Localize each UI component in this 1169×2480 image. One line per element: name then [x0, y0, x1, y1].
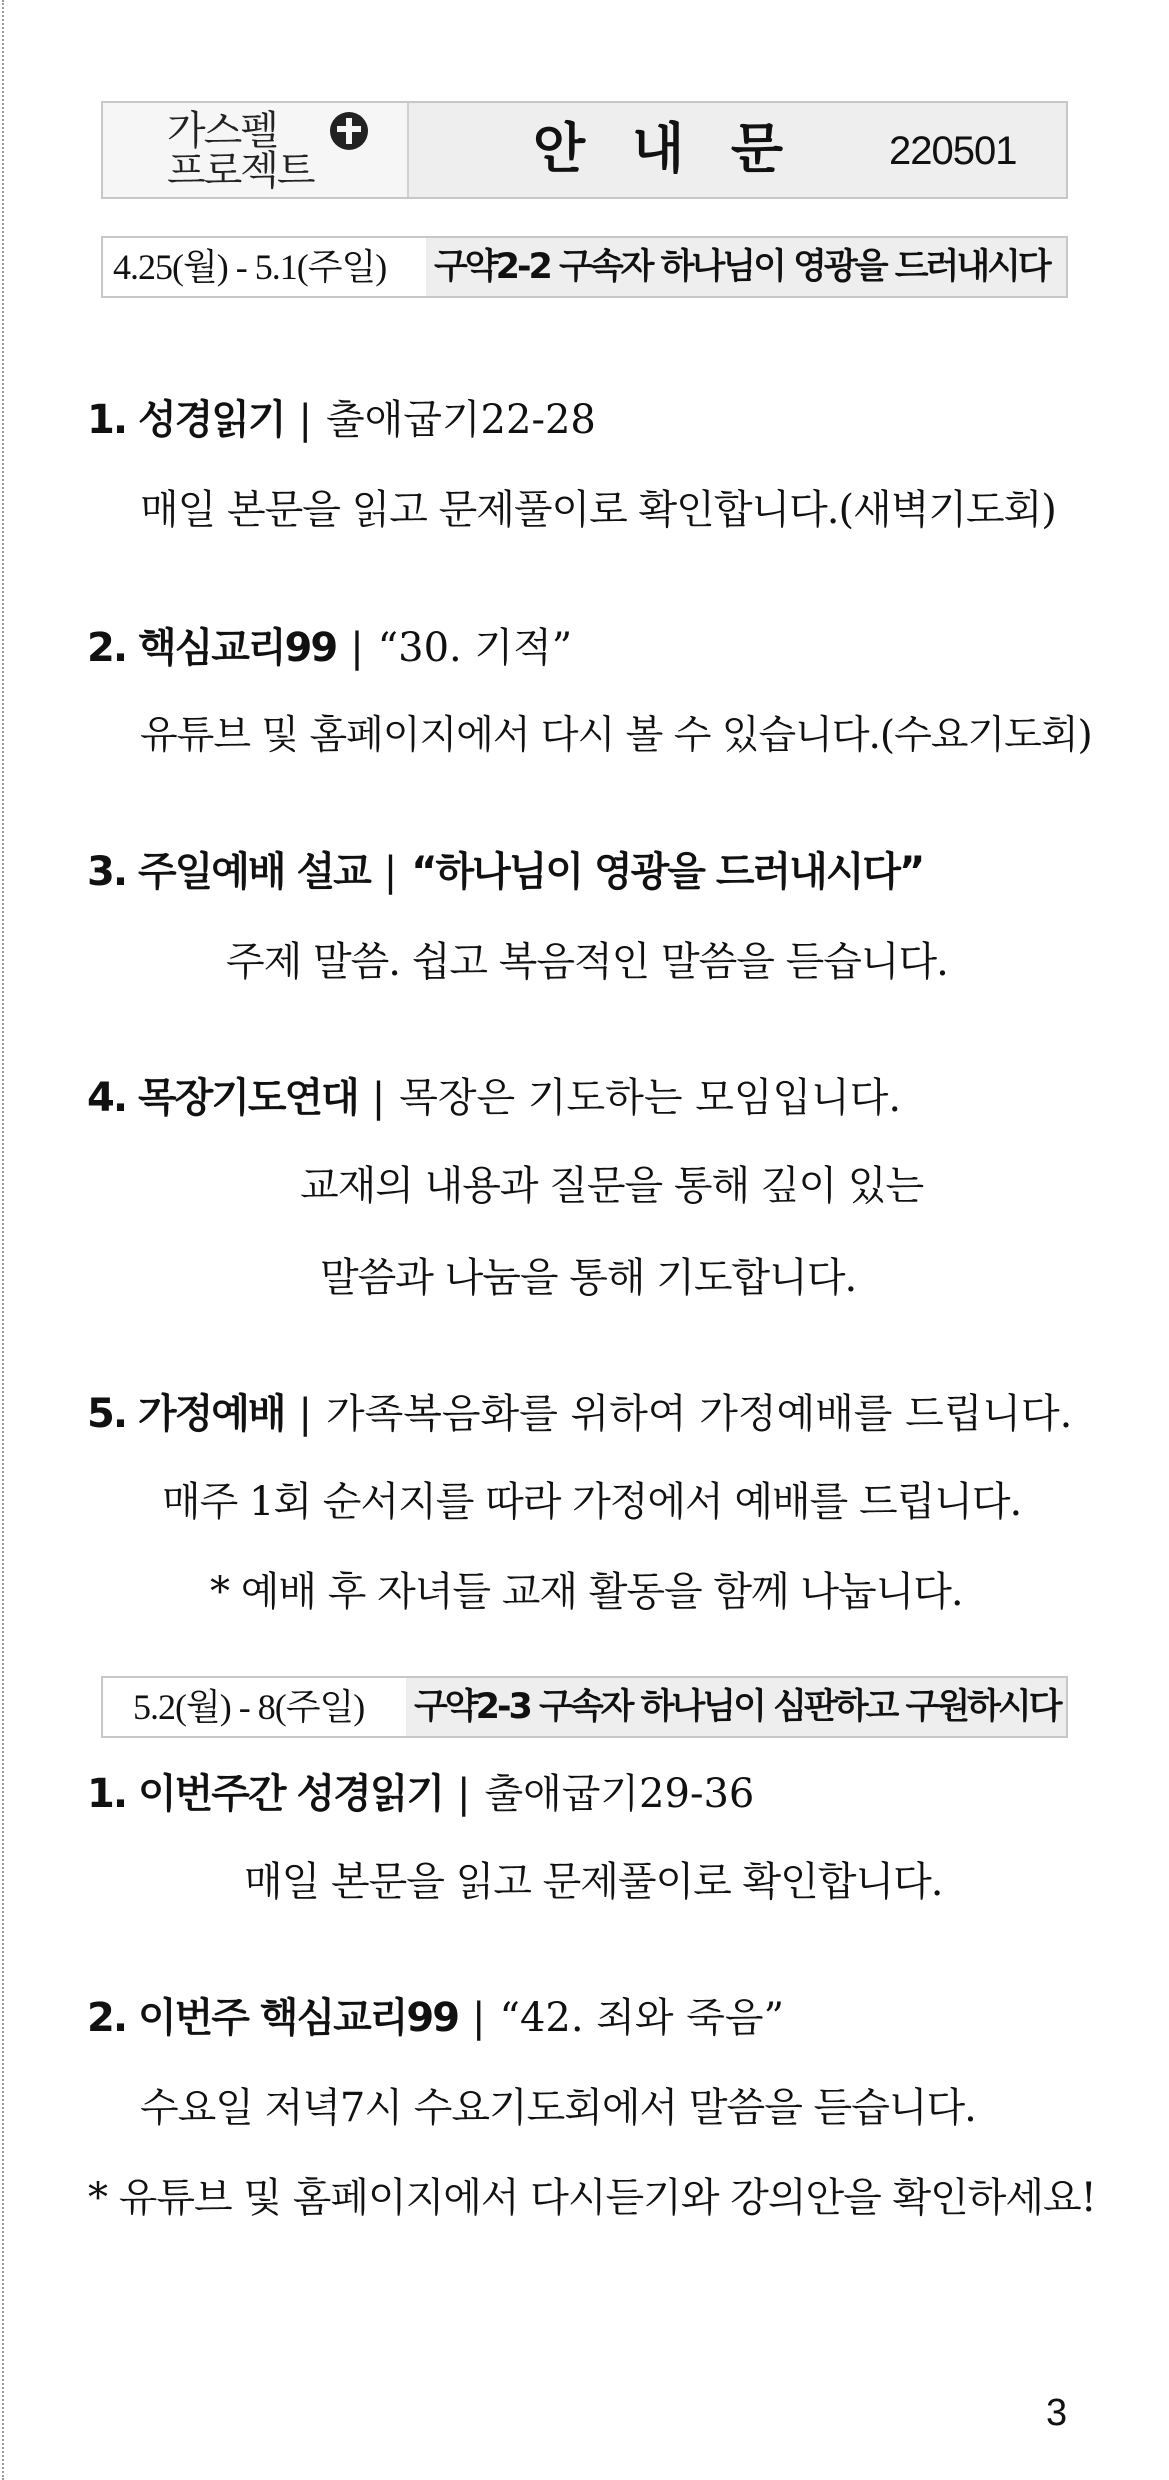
week1-bar [101, 236, 1068, 298]
document-header [101, 101, 1068, 199]
item-label: 1. 성경읽기 [87, 397, 285, 443]
item-separator: | [457, 1771, 471, 1817]
week1-item-5-heading [87, 1390, 1072, 1438]
week1-item-3-line-1: 주제 말씀. 쉽고 복음적인 말씀을 듣습니다. [226, 939, 948, 985]
logo-text-bottom: 프로젝트 [167, 148, 314, 194]
item-separator: | [383, 849, 398, 895]
item-value: “30. 기적” [377, 625, 573, 671]
week1-title-cell [426, 238, 1066, 296]
document-code: 220501 [889, 129, 1017, 173]
week1-item-1-heading [87, 396, 596, 444]
week2-item-2-heading [87, 1994, 784, 2042]
gospel-project-logo [103, 103, 409, 197]
week2-title: 구약2-3 구속자 하나님이 심판하고 구원하시다 [414, 1687, 1060, 1727]
page-number: 3 [1046, 2392, 1068, 2434]
week2-item-1-line-1: 매일 본문을 읽고 문제풀이로 확인합니다. [244, 1859, 943, 1905]
week1-date: 4.25(월) - 5.1(주일) [113, 247, 387, 287]
item-label: 5. 가정예배 [87, 1391, 285, 1437]
item-separator: | [298, 1391, 312, 1437]
item-label: 4. 목장기도연대 [87, 1075, 358, 1121]
item-label: 2. 핵심교리99 [87, 625, 337, 671]
logo-text-top: 가스펠 [167, 108, 277, 154]
item-value: 출애굽기29-36 [484, 1771, 755, 1817]
page-fold-edge [2, 0, 4, 2480]
week2-bar [101, 1676, 1068, 1738]
item-value: 목장은 기도하는 모임입니다. [399, 1075, 902, 1121]
item-value: 출애굽기22-28 [326, 397, 596, 443]
cross-icon [329, 111, 369, 151]
week1-item-4-line-2: 말씀과 나눔을 통해 기도합니다. [320, 1255, 857, 1301]
week1-item-2-heading [87, 624, 572, 672]
week1-item-4-heading [87, 1074, 901, 1122]
week1-item-1-line-1: 매일 본문을 읽고 문제풀이로 확인합니다.(새벽기도회) [140, 487, 1056, 533]
week1-item-3-heading [87, 848, 923, 896]
item-label: 1. 이번주간 성경읽기 [87, 1771, 443, 1817]
item-value: 가족복음화를 위하여 가정예배를 드립니다. [326, 1391, 1073, 1437]
item-separator: | [350, 625, 364, 671]
week2-date: 5.2(월) - 8(주일) [133, 1687, 365, 1727]
item-separator: | [371, 1075, 386, 1121]
item-value: “42. 죄와 죽음” [499, 1995, 785, 2041]
week2-title-cell [406, 1678, 1066, 1736]
week1-item-5-line-2: * 예배 후 자녀들 교재 활동을 함께 나눕니다. [210, 1569, 963, 1615]
week2-item-2-line-1: 수요일 저녁7시 수요기도회에서 말씀을 듣습니다. [140, 2085, 976, 2131]
week2-note: * 유튜브 및 홈페이지에서 다시듣기와 강의안을 확인하세요! [88, 2175, 1096, 2221]
week2-item-1-heading [87, 1770, 754, 1818]
item-separator: | [472, 1995, 486, 2041]
week1-item-4-line-1: 교재의 내용과 질문을 통해 깊이 있는 [300, 1163, 924, 1209]
item-value: “하나님이 영광을 드러내시다” [411, 849, 924, 895]
week1-item-5-line-1: 매주 1회 순서지를 따라 가정에서 예배를 드립니다. [162, 1479, 1022, 1525]
item-label: 2. 이번주 핵심교리99 [87, 1995, 459, 2041]
week1-title: 구약2-2 구속자 하나님이 영광을 드러내시다 [434, 247, 1049, 287]
week1-item-2-line-1: 유튜브 및 홈페이지에서 다시 볼 수 있습니다.(수요기도회) [140, 713, 1092, 758]
item-separator: | [298, 397, 312, 443]
item-label: 3. 주일예배 설교 [87, 849, 370, 895]
document-title: 안 내 문 [533, 117, 798, 180]
